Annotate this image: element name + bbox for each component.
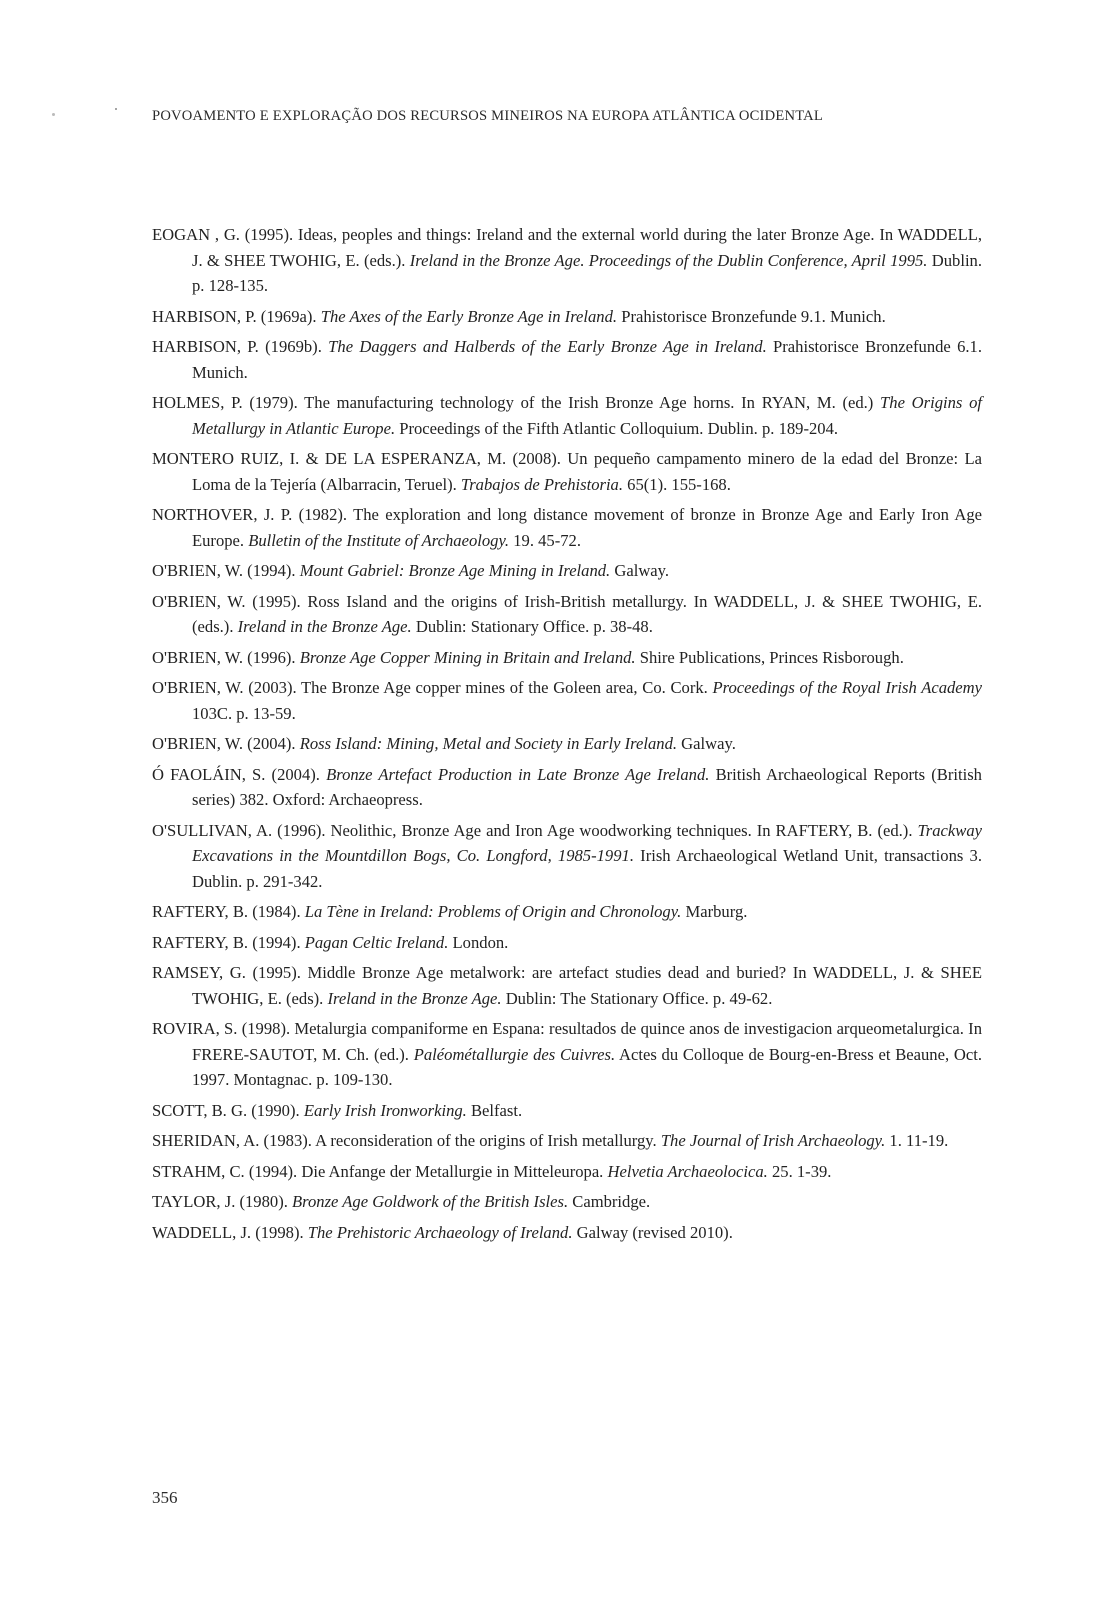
reference-text: RAMSEY, G. (1995). Middle Bronze Age metalwork: are artefact studies dead and buried? In WADDELL, J. & SHEE TWOHIG, E. (eds). bbox=[152, 963, 982, 1008]
reference-entry bbox=[152, 899, 982, 925]
reference-text: MONTERO RUIZ, I. & DE LA ESPERANZA, M. (2008). Un pequeño campamento minero de la edad del Bronze: La Loma de la Tejería (Albarracin, Teruel). bbox=[152, 449, 982, 494]
reference-entry bbox=[152, 1220, 982, 1246]
reference-title: The Journal of Irish Archaeology. bbox=[660, 1131, 886, 1150]
reference-title: The Daggers and Halberds of the Early Bronze Age in Ireland. bbox=[328, 337, 767, 356]
reference-details: Dublin: Stationary Office. p. 38-48. bbox=[411, 617, 653, 636]
running-head: POVOAMENTO E EXPLORAÇÃO DOS RECURSOS MINEIROS NA EUROPA ATLÂNTICA OCIDENTAL bbox=[152, 108, 824, 124]
reference-entry bbox=[152, 304, 982, 330]
reference-entry bbox=[152, 589, 982, 640]
reference-title: Bronze Artefact Production in Late Bronze Age Ireland. bbox=[326, 764, 710, 784]
reference-text: HARBISON, P. (1969a). bbox=[152, 306, 321, 326]
reference-title: The Prehistoric Archaeology of Ireland. bbox=[307, 1222, 573, 1242]
scan-speck bbox=[115, 108, 117, 110]
reference-entry bbox=[152, 960, 982, 1011]
reference-text: SHERIDAN, A. (1983). A reconsideration of the origins of Irish metallurgy. bbox=[152, 1131, 661, 1150]
reference-text: SCOTT, B. G. (1990). bbox=[152, 1100, 304, 1120]
reference-details: 103C. p. 13-59. bbox=[192, 703, 296, 723]
reference-details: Actes du Colloque de Bourg-en-Bress et Beaune, Oct. 1997. Montagnac. p. 109-130. bbox=[192, 1044, 982, 1089]
reference-title: Trabajos de Prehistoria. bbox=[460, 474, 624, 494]
reference-text: STRAHM, C. (1994). Die Anfange der Metallurgie in Mitteleuropa. bbox=[152, 1161, 608, 1181]
reference-details: Dublin: The Stationary Office. p. 49-62. bbox=[501, 988, 773, 1008]
reference-text: O'BRIEN, W. (1994). bbox=[152, 561, 300, 580]
reference-details: 19. 45-72. bbox=[509, 530, 581, 550]
reference-entry bbox=[152, 1016, 982, 1093]
reference-list bbox=[152, 222, 982, 1250]
reference-details: 25. 1-39. bbox=[767, 1161, 832, 1181]
reference-entry bbox=[152, 334, 982, 385]
reference-title: Helvetia Archaeolocica. bbox=[607, 1161, 768, 1181]
reference-text: HARBISON, P. (1969b). bbox=[152, 337, 329, 356]
page-number: 356 bbox=[152, 1488, 178, 1507]
reference-text: WADDELL, J. (1998). bbox=[152, 1222, 308, 1242]
reference-title: Bronze Age Goldwork of the British Isles. bbox=[292, 1192, 569, 1211]
reference-title: The Axes of the Early Bronze Age in Ireland. bbox=[320, 306, 618, 326]
reference-details: Galway. bbox=[677, 734, 736, 753]
reference-details: Shire Publications, Princes Risborough. bbox=[635, 647, 904, 667]
reference-title: Paléométallurgie des Cuivres. bbox=[413, 1044, 616, 1064]
reference-details: Irish Archaeological Wetland Unit, transactions 3. Dublin. p. 291-342. bbox=[192, 846, 982, 891]
reference-text: O'BRIEN, W. (1995). Ross Island and the origins of Irish-British metallurgy. In WADDELL, J. & SHEE TWOHIG, E. (eds.). bbox=[152, 591, 982, 636]
reference-entry bbox=[152, 1189, 982, 1215]
reference-entry bbox=[152, 645, 982, 671]
reference-text: EOGAN , G. (1995). Ideas, peoples and things: Ireland and the external world during the later Bronze Age. In WADDELL, J. & SHEE TWOHIG, E. (eds.). bbox=[152, 225, 982, 270]
reference-title: Ireland in the Bronze Age. bbox=[327, 988, 502, 1008]
reference-details: Galway (revised 2010). bbox=[572, 1222, 733, 1242]
reference-details: Marburg. bbox=[681, 902, 748, 921]
reference-text: Ó FAOLÁIN, S. (2004). bbox=[152, 764, 327, 784]
reference-details: Cambridge. bbox=[568, 1192, 651, 1211]
reference-title: Ireland in the Bronze Age. Proceedings of the Dublin Conference, April 1995. bbox=[409, 250, 928, 270]
reference-entry bbox=[152, 1128, 982, 1154]
reference-text: HOLMES, P. (1979). The manufacturing technology of the Irish Bronze Age horns. In RYAN, M. (ed.) bbox=[152, 393, 881, 412]
reference-entry bbox=[152, 818, 982, 895]
reference-title: Ross Island: Mining, Metal and Society in Early Ireland. bbox=[299, 734, 678, 753]
reference-entry bbox=[152, 390, 982, 441]
reference-details: Proceedings of the Fifth Atlantic Colloquium. Dublin. p. 189-204. bbox=[395, 418, 839, 438]
reference-title: Ireland in the Bronze Age. bbox=[237, 617, 412, 636]
reference-title: Mount Gabriel: Bronze Age Mining in Ireland. bbox=[299, 561, 611, 580]
reference-text: ROVIRA, S. (1998). Metalurgia companiforme en Espana: resultados de quince anos de investigacion arqueometalurgica. In FRERE-SAUTOT, M. Ch. (ed.). bbox=[152, 1019, 982, 1064]
reference-entry bbox=[152, 502, 982, 553]
reference-text: O'BRIEN, W. (2004). bbox=[152, 734, 300, 753]
reference-title: La Tène in Ireland: Problems of Origin and Chronology. bbox=[304, 902, 682, 921]
reference-entry bbox=[152, 222, 982, 299]
reference-details: Galway. bbox=[610, 561, 670, 580]
reference-entry bbox=[152, 930, 982, 956]
reference-details: 1. 11-19. bbox=[885, 1131, 949, 1150]
reference-title: Bulletin of the Institute of Archaeology. bbox=[248, 530, 510, 550]
reference-entry bbox=[152, 558, 982, 584]
reference-text: RAFTERY, B. (1984). bbox=[152, 902, 305, 921]
reference-text: NORTHOVER, J. P. (1982). The exploration and long distance movement of bronze in Bronze Age and Early Iron Age Europe. bbox=[152, 505, 982, 550]
reference-entry bbox=[152, 731, 982, 757]
reference-entry bbox=[152, 675, 982, 726]
reference-text: RAFTERY, B. (1994). bbox=[152, 932, 305, 952]
reference-title: Bronze Age Copper Mining in Britain and Ireland. bbox=[299, 647, 636, 667]
scan-speck bbox=[52, 113, 55, 116]
reference-title: Trackway Excavations in the Mountdillon Bogs, Co. Longford, 1985-1991. bbox=[192, 820, 982, 865]
reference-entry bbox=[152, 762, 982, 813]
reference-title: Early Irish Ironworking. bbox=[303, 1100, 467, 1120]
reference-details: Prahistorisce Bronzefunde 9.1. Munich. bbox=[617, 306, 886, 326]
reference-title: Pagan Celtic Ireland. bbox=[304, 932, 449, 952]
reference-details: London. bbox=[448, 932, 509, 952]
reference-text: O'BRIEN, W. (1996). bbox=[152, 647, 300, 667]
reference-details: Dublin. p. 128-135. bbox=[192, 250, 982, 295]
reference-details: Belfast. bbox=[466, 1100, 523, 1120]
reference-details: 65(1). 155-168. bbox=[623, 474, 731, 494]
reference-entry bbox=[152, 1159, 982, 1185]
reference-details: British Archaeological Reports (British series) 382. Oxford: Archaeopress. bbox=[192, 764, 982, 809]
reference-entry bbox=[152, 446, 982, 497]
reference-entry bbox=[152, 1098, 982, 1124]
reference-title: The Origins of Metallurgy in Atlantic Europe. bbox=[192, 393, 983, 438]
reference-title: Proceedings of the Royal Irish Academy bbox=[712, 678, 982, 697]
reference-text: O'SULLIVAN, A. (1996). Neolithic, Bronze Age and Iron Age woodworking techniques. In RAFTERY, B. (ed.). bbox=[152, 820, 918, 840]
reference-details: Prahistorisce Bronzefunde 6.1. Munich. bbox=[192, 337, 982, 382]
reference-text: TAYLOR, J. (1980). bbox=[152, 1192, 293, 1211]
reference-text: O'BRIEN, W. (2003). The Bronze Age copper mines of the Goleen area, Co. Cork. bbox=[152, 678, 713, 697]
